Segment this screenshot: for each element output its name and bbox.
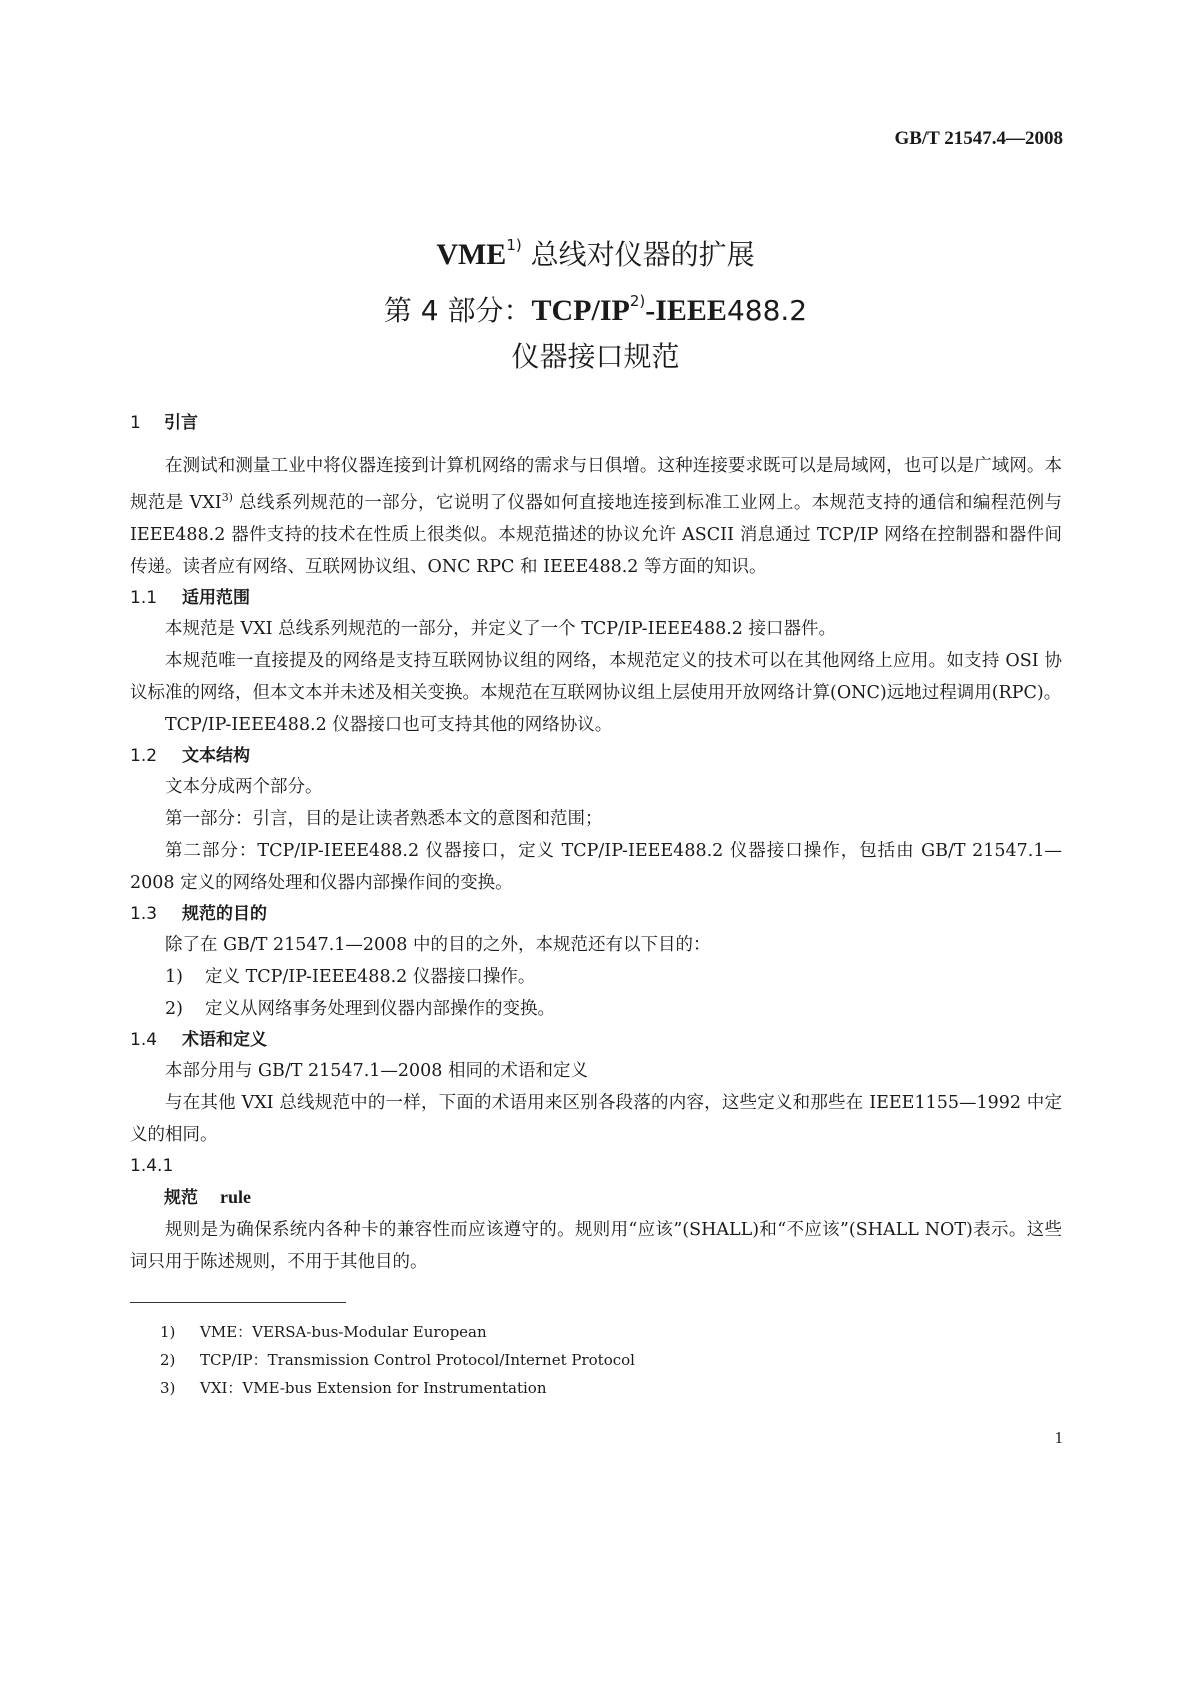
paragraph: 本规范是 VXI 总线系列规范的一部分，并定义了一个 TCP/IP-IEEE488.2 接口器件。 — [165, 619, 836, 639]
section-title: 术语和定义 — [182, 1030, 267, 1050]
paragraph: 除了在 GB/T 21547.1—2008 中的目的之外，本规范还有以下目的： — [165, 935, 711, 955]
footnote-divider — [130, 1302, 346, 1303]
footnotes — [160, 1318, 635, 1402]
intro-paragraph — [130, 450, 1062, 583]
document-title — [0, 222, 1191, 380]
footnote-ref-3: 3) — [221, 491, 233, 504]
footnote — [160, 1374, 635, 1402]
term-chinese: 规范 — [164, 1188, 198, 1208]
section-heading-1-4-1 — [130, 1151, 1062, 1181]
standard-code: GB/T 21547.4—2008 — [894, 128, 1063, 149]
title-part-label: 第 4 部分： — [383, 294, 532, 327]
footnote — [160, 1318, 635, 1346]
title-ieee-number: 488.2 — [726, 294, 808, 327]
section-title: 适用范围 — [182, 588, 250, 608]
title-line-3: 仪器接口规范 — [511, 340, 680, 373]
footnote-number: 3) — [160, 1379, 176, 1397]
footnote-text: VME：VERSA-bus-Modular European — [200, 1323, 487, 1341]
list-item-text: 定义从网络事务处理到仪器内部操作的变换。 — [205, 999, 555, 1019]
footnote-text: TCP/IP：Transmission Control Protocol/Internet Protocol — [200, 1351, 635, 1369]
paragraph: 第一部分：引言，目的是让读者熟悉本文的意图和范围； — [165, 809, 603, 829]
section-heading-1 — [130, 408, 1062, 438]
title-footnote-ref-2: 2) — [629, 292, 646, 310]
section-number: 1.4 — [130, 1030, 158, 1050]
section-number: 1.1 — [130, 588, 158, 608]
section-heading-1-3 — [130, 899, 1062, 929]
term-english: rule — [220, 1187, 251, 1207]
section-title: 引言 — [164, 413, 198, 433]
page-number: 1 — [1054, 1428, 1063, 1447]
section-heading-1-1 — [130, 583, 1062, 613]
paragraph: 第二部分：TCP/IP-IEEE488.2 仪器接口，定义 TCP/IP-IEEE488.2 仪器接口操作，包括由 GB/T 21547.1—2008 定义的网络处理和仪器内部操作间的变换。 — [130, 841, 1062, 893]
section-number: 1 — [130, 413, 141, 433]
list-item-number: 1) — [165, 967, 183, 987]
footnote-number: 1) — [160, 1323, 176, 1341]
section-number: 1.2 — [130, 746, 158, 766]
title-footnote-ref-1: 1) — [506, 236, 522, 254]
footnote-text: VXI：VME-bus Extension for Instrumentation — [200, 1379, 547, 1397]
paragraph: TCP/IP-IEEE488.2 仪器接口也可支持其他的网络协议。 — [165, 715, 613, 735]
title-line-1 — [0, 222, 1191, 278]
term-heading — [130, 1181, 1062, 1214]
section-number: 1.3 — [130, 904, 158, 924]
section-heading-1-4 — [130, 1025, 1062, 1055]
title-line-1-text: 总线对仪器的扩展 — [530, 238, 755, 271]
section-heading-1-2 — [130, 741, 1062, 771]
list-item-text: 定义 TCP/IP-IEEE488.2 仪器接口操作。 — [205, 967, 536, 987]
list-item — [130, 993, 1062, 1025]
title-ieee: -IEEE — [645, 294, 727, 327]
title-line-2 — [0, 278, 1191, 334]
paragraph: 文本分成两个部分。 — [165, 777, 323, 797]
list-item — [130, 961, 1062, 993]
paragraph: 与在其他 VXI 总线规范中的一样，下面的术语用来区别各段落的内容，这些定义和那些在 IEEE1155—1992 中定义的相同。 — [130, 1093, 1062, 1145]
term-definition: 规则是为确保系统内各种卡的兼容性而应该遵守的。规则用“应该”(SHALL)和“不应该”(SHALL NOT)表示。这些词只用于陈述规则，不用于其他目的。 — [130, 1220, 1062, 1272]
paragraph: 本规范唯一直接提及的网络是支持互联网协议组的网络，本规范定义的技术可以在其他网络上应用。如支持 OSI 协议标准的网络，但本文本并未述及相关变换。本规范在互联网协议组上层使用开放网络计算(ONC)远地过程调用(RPC)。 — [130, 651, 1062, 703]
intro-text-b: 总线系列规范的一部分，它说明了仪器如何直接地连接到标准工业网上。本规范支持的通信和编程范例与 IEEE488.2 器件支持的技术在性质上很类似。本规范描述的协议允许 ASCII 消息通过 TCP/IP 网络在控制器和器件间传递。读者应有网络、互联网协议组、ONC RPC 和 IEEE488.2 等方面的知识。 — [130, 493, 1062, 577]
paragraph: 本部分用与 GB/T 21547.1—2008 相同的术语和定义 — [165, 1061, 588, 1081]
footnote — [160, 1346, 635, 1374]
section-title: 规范的目的 — [182, 904, 267, 924]
intro-text-a: 在测试和测量工业中将仪器连接到计算机网络的需求与日俱增。这种连接要求既可以是局域网，也可以是广域网。本规范是 VXI — [130, 456, 1062, 513]
main-content — [130, 408, 1062, 1278]
footnote-number: 2) — [160, 1351, 176, 1369]
list-item-number: 2) — [165, 999, 183, 1019]
section-title: 文本结构 — [182, 746, 250, 766]
title-tcpip: TCP/IP — [531, 294, 630, 327]
title-vme: VME — [436, 238, 507, 271]
section-number: 1.4.1 — [130, 1156, 174, 1176]
